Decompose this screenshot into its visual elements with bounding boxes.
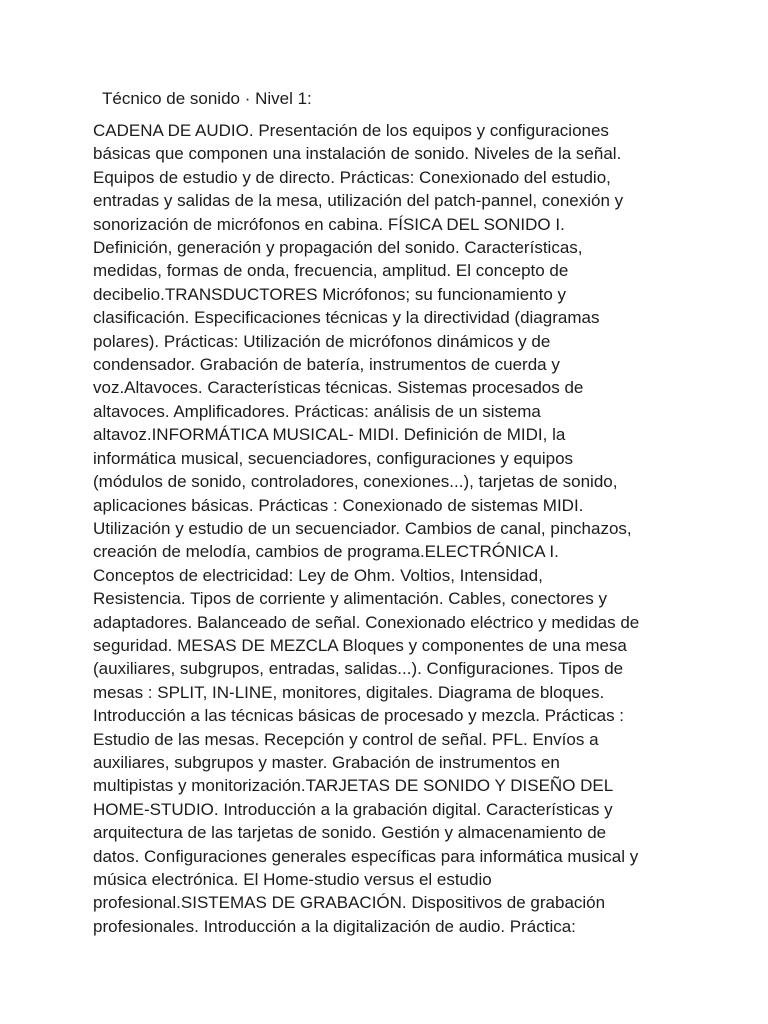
body-line: seguridad. MESAS DE MEZCLA Bloques y componentes de una mesa (93, 635, 627, 655)
document-body (93, 119, 693, 938)
body-line: clasificación. Especificaciones técnicas y la directividad (diagramas (93, 308, 600, 328)
document-heading: Técnico de sonido · Nivel 1: (102, 89, 312, 108)
body-line: decibelio.TRANSDUCTORES Micrófonos; su funcionamiento y (93, 284, 567, 304)
body-line: datos. Configuraciones generales específicas para informática musical y (93, 846, 639, 866)
body-line: profesional.SISTEMAS DE GRABACIÓN. Dispositivos de grabación (93, 893, 606, 913)
body-line: Equipos de estudio y de directo. Prácticas: Conexionado del estudio, (93, 167, 611, 187)
body-line: Resistencia. Tipos de corriente y alimentación. Cables, conectores y (93, 589, 608, 609)
body-line: multipistas y monitorización.TARJETAS DE SONIDO Y DISEÑO DEL (93, 776, 614, 796)
body-line: medidas, formas de onda, frecuencia, amplitud. El concepto de (93, 261, 569, 281)
body-line: auxiliares, subgrupos y master. Grabación de instrumentos en (93, 752, 560, 772)
body-line: (auxiliares, subgrupos, entradas, salidas...). Configuraciones. Tipos de (93, 659, 624, 679)
body-line: Definición, generación y propagación del sonido. Características, (93, 238, 583, 258)
body-line: altavoces. Amplificadores. Prácticas: análisis de un sistema (93, 401, 541, 421)
body-line: HOME-STUDIO. Introducción a la grabación digital. Características y (93, 799, 613, 819)
body-line: Estudio de las mesas. Recepción y control de señal. PFL. Envíos a (93, 729, 599, 749)
body-line: básicas que componen una instalación de sonido. Niveles de la señal. (93, 144, 622, 164)
body-line: informática musical, secuenciadores, configuraciones y equipos (93, 448, 574, 468)
body-line: Conceptos de electricidad: Ley de Ohm. Voltios, Intensidad, (93, 565, 543, 585)
body-line: voz.Altavoces. Características técnicas. Sistemas procesados de (93, 378, 584, 398)
body-line: Utilización y estudio de un secuenciador. Cambios de canal, pinchazos, (93, 518, 632, 538)
body-line: polares). Prácticas: Utilización de micrófonos dinámicos y de (93, 331, 551, 351)
body-line: arquitectura de las tarjetas de sonido. Gestión y almacenamiento de (93, 823, 607, 843)
body-line: profesionales. Introducción a la digitalización de audio. Práctica: (93, 916, 576, 936)
body-line: adaptadores. Balanceado de señal. Conexionado eléctrico y medidas de (93, 612, 640, 632)
body-line: altavoz.INFORMÁTICA MUSICAL- MIDI. Definición de MIDI, la (93, 425, 566, 445)
body-line: aplicaciones básicas. Prácticas : Conexionado de sistemas MIDI. (93, 495, 584, 515)
body-line: (módulos de sonido, controladores, conexiones...), tarjetas de sonido, (93, 472, 618, 492)
body-line: sonorización de micrófonos en cabina. FÍSICA DEL SONIDO I. (93, 214, 565, 234)
body-line: CADENA DE AUDIO. Presentación de los equipos y configuraciones (93, 121, 609, 140)
body-line: mesas : SPLIT, IN-LINE, monitores, digitales. Diagrama de bloques. (93, 682, 605, 702)
body-line: condensador. Grabación de batería, instrumentos de cuerda y (93, 355, 560, 375)
body-line: música electrónica. El Home-studio versus el estudio (93, 870, 492, 889)
body-line: entradas y salidas de la mesa, utilización del patch-pannel, conexión y (93, 191, 624, 211)
body-line: Introducción a las técnicas básicas de procesado y mezcla. Prácticas : (93, 706, 625, 726)
body-line: creación de melodía, cambios de programa.ELECTRÓNICA I. (93, 542, 559, 562)
